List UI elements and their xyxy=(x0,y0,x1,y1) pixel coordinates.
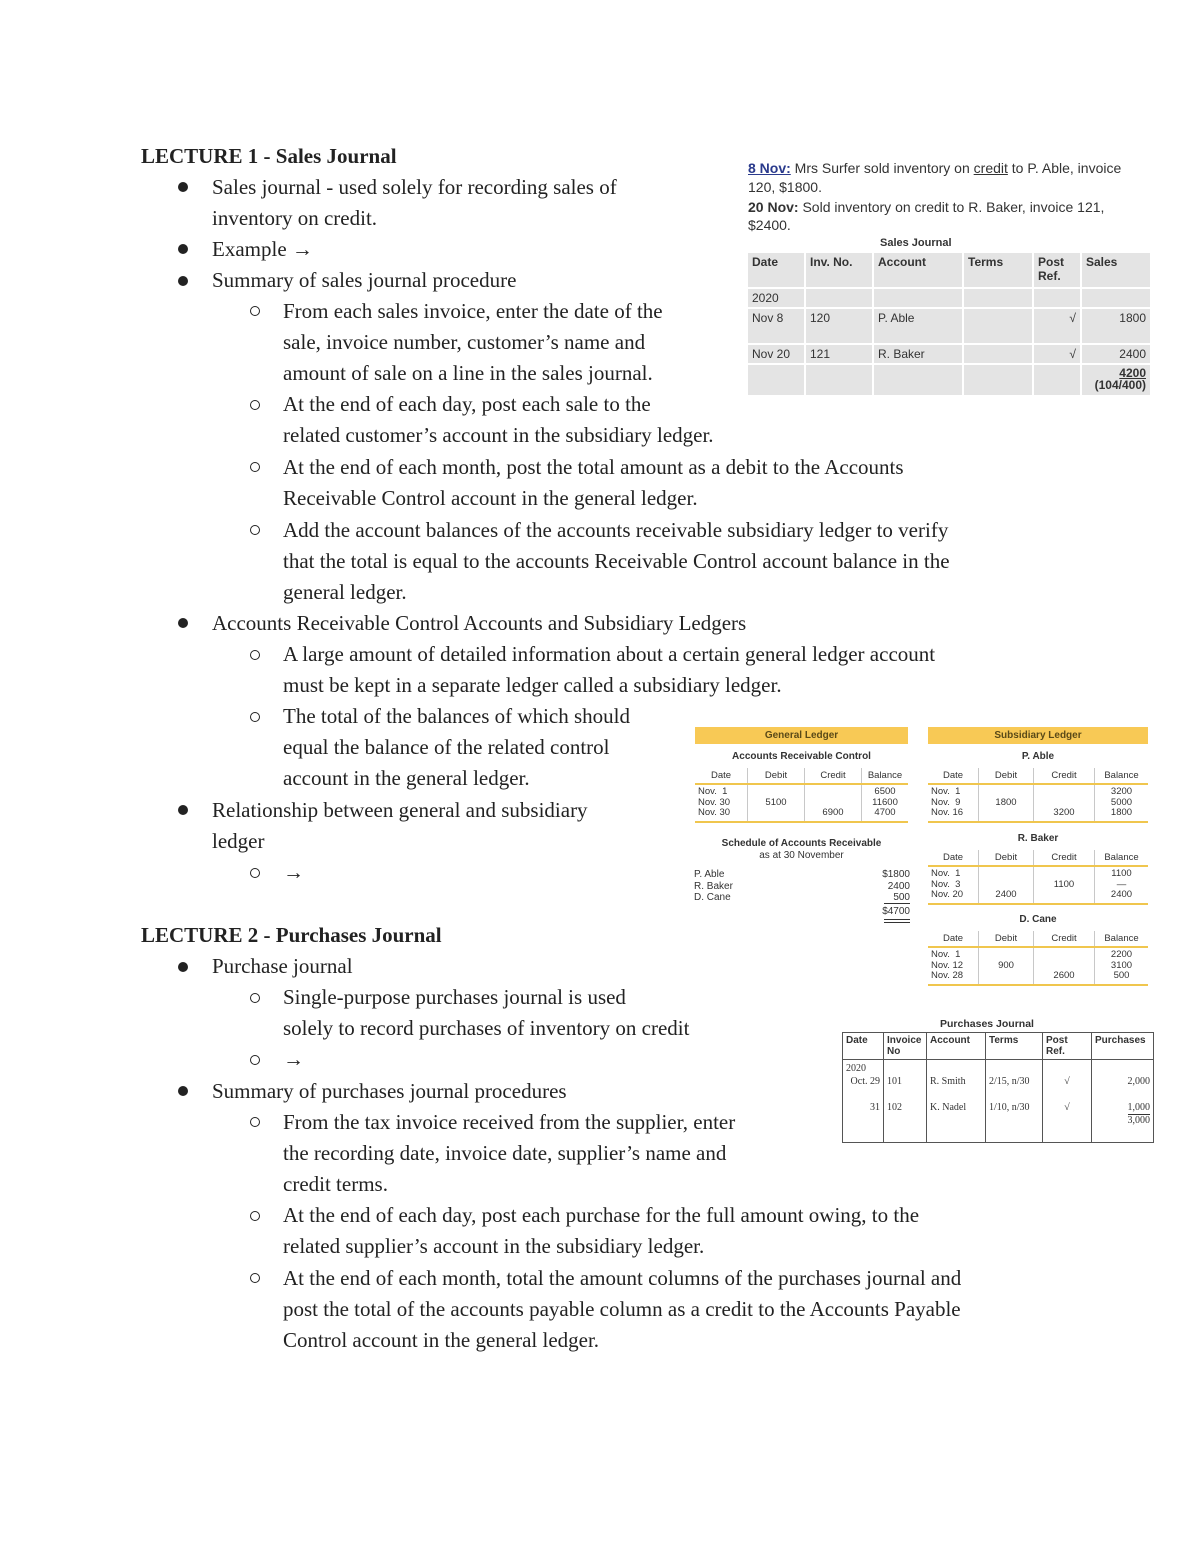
example-text-1a: Mrs Surfer sold inventory on xyxy=(790,160,974,176)
r-baker-title: R. Baker xyxy=(1017,833,1059,844)
col-post: Post Ref. xyxy=(1043,1033,1092,1060)
cell-year: 2020 xyxy=(747,288,805,308)
cell-post-value: √ xyxy=(1064,1102,1070,1113)
general-ledger-header: General Ledger xyxy=(695,727,908,744)
cell-date: Nov 20 xyxy=(747,344,805,364)
col-credit: Credit xyxy=(1034,931,1095,947)
bullet-dot-icon xyxy=(178,182,188,192)
lecture2-bullet-2: Summary of purchases journal procedures xyxy=(212,1079,567,1103)
cell-amount: 1,000 xyxy=(1127,1102,1150,1113)
bullet-dot-icon xyxy=(178,244,188,254)
col-debit: Debit xyxy=(979,850,1034,866)
lecture1-sub-3: At the end of each month, post the total amount as a debit to the Accounts xyxy=(283,455,904,479)
lecture2-sub-3-cont: credit terms. xyxy=(283,1172,388,1196)
cell-post: √ xyxy=(1033,344,1081,364)
bullet-ring-icon xyxy=(250,1211,260,1221)
lecture2-sub-3: From the tax invoice received from the supplier, enter xyxy=(283,1110,736,1134)
table-row xyxy=(928,947,1148,985)
cell-debit: 5100 xyxy=(748,784,805,822)
cell-balance: 1100 — 2400 xyxy=(1095,866,1149,904)
cell-post: √ xyxy=(1033,308,1081,344)
lecture1-bullet-5-cont: ledger xyxy=(212,829,265,853)
cell-date: Nov. 1 Nov. 9 Nov. 16 xyxy=(928,784,979,822)
schedule-subtitle: as at 30 November xyxy=(759,850,844,861)
lecture1-sub-6-cont: account in the general ledger. xyxy=(283,766,530,790)
bullet-ring-icon xyxy=(250,712,260,722)
col-debit: Debit xyxy=(979,931,1034,947)
lecture1-bullet-5: Relationship between general and subsidiary xyxy=(212,798,588,822)
cell-account-value: R. Smith xyxy=(930,1076,966,1087)
cell-credit: 1100 xyxy=(1034,866,1095,904)
lecture2-sub-1: Single-purpose purchases journal is used xyxy=(283,985,626,1009)
bullet-dot-icon xyxy=(178,805,188,815)
col-debit: Debit xyxy=(748,768,805,784)
col-balance: Balance xyxy=(1095,850,1149,866)
lecture1-sub-5-cont: must be kept in a separate ledger called a subsidiary ledger. xyxy=(283,673,782,697)
bullet-ring-icon xyxy=(250,400,260,410)
table-row xyxy=(747,364,1151,396)
sales-total: 4200 xyxy=(1119,366,1146,380)
lecture1-sub-4-cont: that the total is equal to the accounts Receivable Control account balance in the xyxy=(283,549,950,573)
table-row xyxy=(928,784,1148,822)
cell-debit: 900 xyxy=(979,947,1034,985)
bullet-ring-icon xyxy=(250,868,260,878)
table-header-row xyxy=(928,768,1148,784)
bullet-ring-icon xyxy=(250,993,260,1003)
cell-terms-value: 1/10, n/30 xyxy=(989,1102,1030,1113)
lecture1-sub-2-cont: related customer’s account in the subsidiary ledger. xyxy=(283,423,714,447)
schedule-rule xyxy=(884,903,910,904)
schedule-total: $4700 xyxy=(882,906,910,917)
cell-post-value: √ xyxy=(1064,1076,1070,1087)
table-row xyxy=(747,344,1151,364)
cell-date: Nov. 1 Nov. 30 Nov. 30 xyxy=(695,784,748,822)
cell-credit: 6900 xyxy=(805,784,862,822)
col-credit: Credit xyxy=(1034,768,1095,784)
cell-balance: 6500 11600 4700 xyxy=(862,784,909,822)
sales-example-line-2: 120, $1800. xyxy=(748,179,822,195)
example-date-2: 20 Nov: xyxy=(748,199,799,215)
table-header-row xyxy=(928,850,1148,866)
cell-balance: 2200 3100 500 xyxy=(1095,947,1149,985)
cell-date: Nov. 1 Nov. 12 Nov. 28 xyxy=(928,947,979,985)
bullet-ring-icon xyxy=(250,1117,260,1127)
schedule-double-rule xyxy=(884,919,910,923)
cell-account-value: K. Nadel xyxy=(930,1102,967,1113)
cell-inv: 101 xyxy=(887,1076,902,1087)
table-row xyxy=(747,288,1151,308)
cell-year: 2020 xyxy=(846,1063,866,1074)
cell-credit: 2600 xyxy=(1034,947,1095,985)
bullet-dot-icon xyxy=(178,1086,188,1096)
bullet-dot-icon xyxy=(178,618,188,628)
lecture2-sub-4: At the end of each day, post each purchase for the full amount owing, to the xyxy=(283,1203,920,1227)
total-cell xyxy=(1081,364,1151,396)
cell-terms xyxy=(986,1060,1043,1143)
example-credit: credit xyxy=(973,160,1008,176)
gl-account-title: Accounts Receivable Control xyxy=(732,751,871,762)
cell-terms xyxy=(963,344,1033,364)
table-row xyxy=(747,308,1151,344)
lecture1-bullet-4: Accounts Receivable Control Accounts and Subsidiary Ledgers xyxy=(212,611,747,635)
col-date: Date xyxy=(928,931,979,947)
r-baker-table xyxy=(928,850,1148,905)
sales-example-line-3 xyxy=(748,198,1104,217)
table-row xyxy=(843,1060,1154,1143)
lecture2-sub-5: At the end of each month, total the amount columns of the purchases journal and xyxy=(283,1266,962,1290)
purchases-journal-title: Purchases Journal xyxy=(940,1018,1034,1030)
lecture1-sub-6: The total of the balances of which should xyxy=(283,704,630,728)
lecture1-sub-3-cont: Receivable Control account in the general ledger. xyxy=(283,486,698,510)
table-header-row xyxy=(928,931,1148,947)
bullet-ring-icon xyxy=(250,306,260,316)
lecture2-sub-4-cont: related supplier’s account in the subsidiary ledger. xyxy=(283,1234,705,1258)
col-credit: Credit xyxy=(805,768,862,784)
lecture2-sub-5-cont: post the total of the accounts payable column as a credit to the Accounts Payable xyxy=(283,1297,961,1321)
p-able-table xyxy=(928,768,1148,823)
col-credit: Credit xyxy=(1034,850,1095,866)
cell-inv: 120 xyxy=(805,308,873,344)
table-row xyxy=(695,784,908,822)
p-able-title: P. Able xyxy=(1021,751,1055,762)
bullet-dot-icon xyxy=(178,962,188,972)
cell-date: Nov 8 xyxy=(747,308,805,344)
cell-account xyxy=(927,1060,986,1143)
cell-debit: 1800 xyxy=(979,784,1034,822)
col-date: Date xyxy=(843,1033,884,1060)
cell-inv: 121 xyxy=(805,344,873,364)
cell-account: P. Able xyxy=(873,308,963,344)
cell-amount: 2,000 xyxy=(1127,1076,1150,1087)
cell-sales: 1800 xyxy=(1081,308,1151,344)
col-date: Date xyxy=(928,850,979,866)
cell-terms-value: 2/15, n/30 xyxy=(989,1076,1030,1087)
col-account: Account xyxy=(927,1033,986,1060)
lecture1-title: LECTURE 1 - Sales Journal xyxy=(141,144,397,168)
col-date: Date xyxy=(747,252,805,288)
bullet-ring-icon xyxy=(250,1055,260,1065)
bullet-dot-icon xyxy=(178,276,188,286)
lecture1-bullet-3: Summary of sales journal procedure xyxy=(212,268,517,292)
cell-invoice xyxy=(884,1060,927,1143)
lecture1-sub-5: A large amount of detailed information about a certain general ledger account xyxy=(283,642,936,666)
lecture2-sub-5-cont: Control account in the general ledger. xyxy=(283,1328,600,1352)
example-text-1b: to P. Able, invoice xyxy=(1007,160,1122,176)
col-debit: Debit xyxy=(979,768,1034,784)
sales-journal-title: Sales Journal xyxy=(880,237,952,249)
cell-sales: 2400 xyxy=(1081,344,1151,364)
cell-date: Nov. 1 Nov. 3 Nov. 20 xyxy=(928,866,979,904)
cell-purchases xyxy=(1092,1060,1154,1143)
bullet-ring-icon xyxy=(250,650,260,660)
cell-date-value: Oct. 29 xyxy=(850,1076,880,1087)
lecture1-sub-4-cont: general ledger. xyxy=(283,580,407,604)
lecture2-title: LECTURE 2 - Purchases Journal xyxy=(141,923,442,947)
lecture1-bullet-2: Example → xyxy=(212,237,313,261)
lecture1-sub-1-cont: sale, invoice number, customer’s name and xyxy=(283,330,646,354)
col-date: Date xyxy=(695,768,748,784)
lecture2-sub-2: → xyxy=(283,1047,304,1071)
lecture1-sub-4: Add the account balances of the accounts receivable subsidiary ledger to verify xyxy=(283,518,949,542)
bullet-ring-icon xyxy=(250,1273,260,1283)
lecture1-sub-6-cont: equal the balance of the related control xyxy=(283,735,610,759)
col-post: Post Ref. xyxy=(1033,252,1081,288)
lecture2-sub-3-cont: the recording date, invoice date, supplier’s name and xyxy=(283,1141,727,1165)
lecture2-sub-1-cont: solely to record purchases of inventory on credit xyxy=(283,1016,690,1040)
sales-example-line-4: $2400. xyxy=(748,217,791,233)
cell-date-value: 31 xyxy=(870,1102,880,1113)
table-header-row xyxy=(843,1033,1154,1060)
cell-debit: 2400 xyxy=(979,866,1034,904)
lecture1-sub-1: From each sales invoice, enter the date of the xyxy=(283,299,663,323)
sales-example-line-1 xyxy=(748,159,1121,178)
col-date: Date xyxy=(928,768,979,784)
table-header-row xyxy=(695,768,908,784)
lecture1-bullet-1: Sales journal - used solely for recording sales of xyxy=(212,175,617,199)
cell-post xyxy=(1043,1060,1092,1143)
cell-terms xyxy=(963,308,1033,344)
cell-date xyxy=(843,1060,884,1143)
gl-table xyxy=(695,768,908,823)
col-purchases: Purchases xyxy=(1092,1033,1154,1060)
col-sales: Sales xyxy=(1081,252,1151,288)
table-header-row xyxy=(747,252,1151,288)
lecture1-sub-7: → xyxy=(283,860,304,884)
sales-total-ref: (104/400) xyxy=(1094,378,1146,392)
col-terms: Terms xyxy=(986,1033,1043,1060)
lecture1-sub-1-cont: amount of sale on a line in the sales journal. xyxy=(283,361,653,385)
table-row xyxy=(928,866,1148,904)
d-cane-title: D. Cane xyxy=(1019,914,1057,925)
col-inv: Inv. No. xyxy=(805,252,873,288)
cell-credit: 3200 xyxy=(1034,784,1095,822)
cell-balance: 3200 5000 1800 xyxy=(1095,784,1149,822)
col-account: Account xyxy=(873,252,963,288)
purchases-journal-table xyxy=(842,1032,1154,1143)
col-balance: Balance xyxy=(1095,931,1149,947)
lecture1-sub-2: At the end of each day, post each sale to the xyxy=(283,392,651,416)
col-balance: Balance xyxy=(862,768,909,784)
purchases-total: 3,000 xyxy=(1127,1115,1150,1126)
example-text-2: Sold inventory on credit to R. Baker, invoice 121, xyxy=(798,199,1105,215)
d-cane-table xyxy=(928,931,1148,986)
cell-account: R. Baker xyxy=(873,344,963,364)
col-balance: Balance xyxy=(1095,768,1149,784)
schedule-names: P. Able R. Baker D. Cane xyxy=(694,869,733,903)
col-invoice: Invoice No xyxy=(884,1033,927,1060)
schedule-amounts: $1800 2400 500 xyxy=(882,869,910,903)
subsidiary-ledger-header: Subsidiary Ledger xyxy=(928,727,1148,744)
schedule-title: Schedule of Accounts Receivable xyxy=(721,838,882,849)
lecture2-bullet-1: Purchase journal xyxy=(212,954,353,978)
bullet-ring-icon xyxy=(250,525,260,535)
bullet-ring-icon xyxy=(250,462,260,472)
example-date-1: 8 Nov: xyxy=(748,160,791,176)
col-terms: Terms xyxy=(963,252,1033,288)
sales-journal-table xyxy=(746,251,1152,397)
cell-inv: 102 xyxy=(887,1102,902,1113)
lecture1-bullet-1-cont: inventory on credit. xyxy=(212,206,378,230)
